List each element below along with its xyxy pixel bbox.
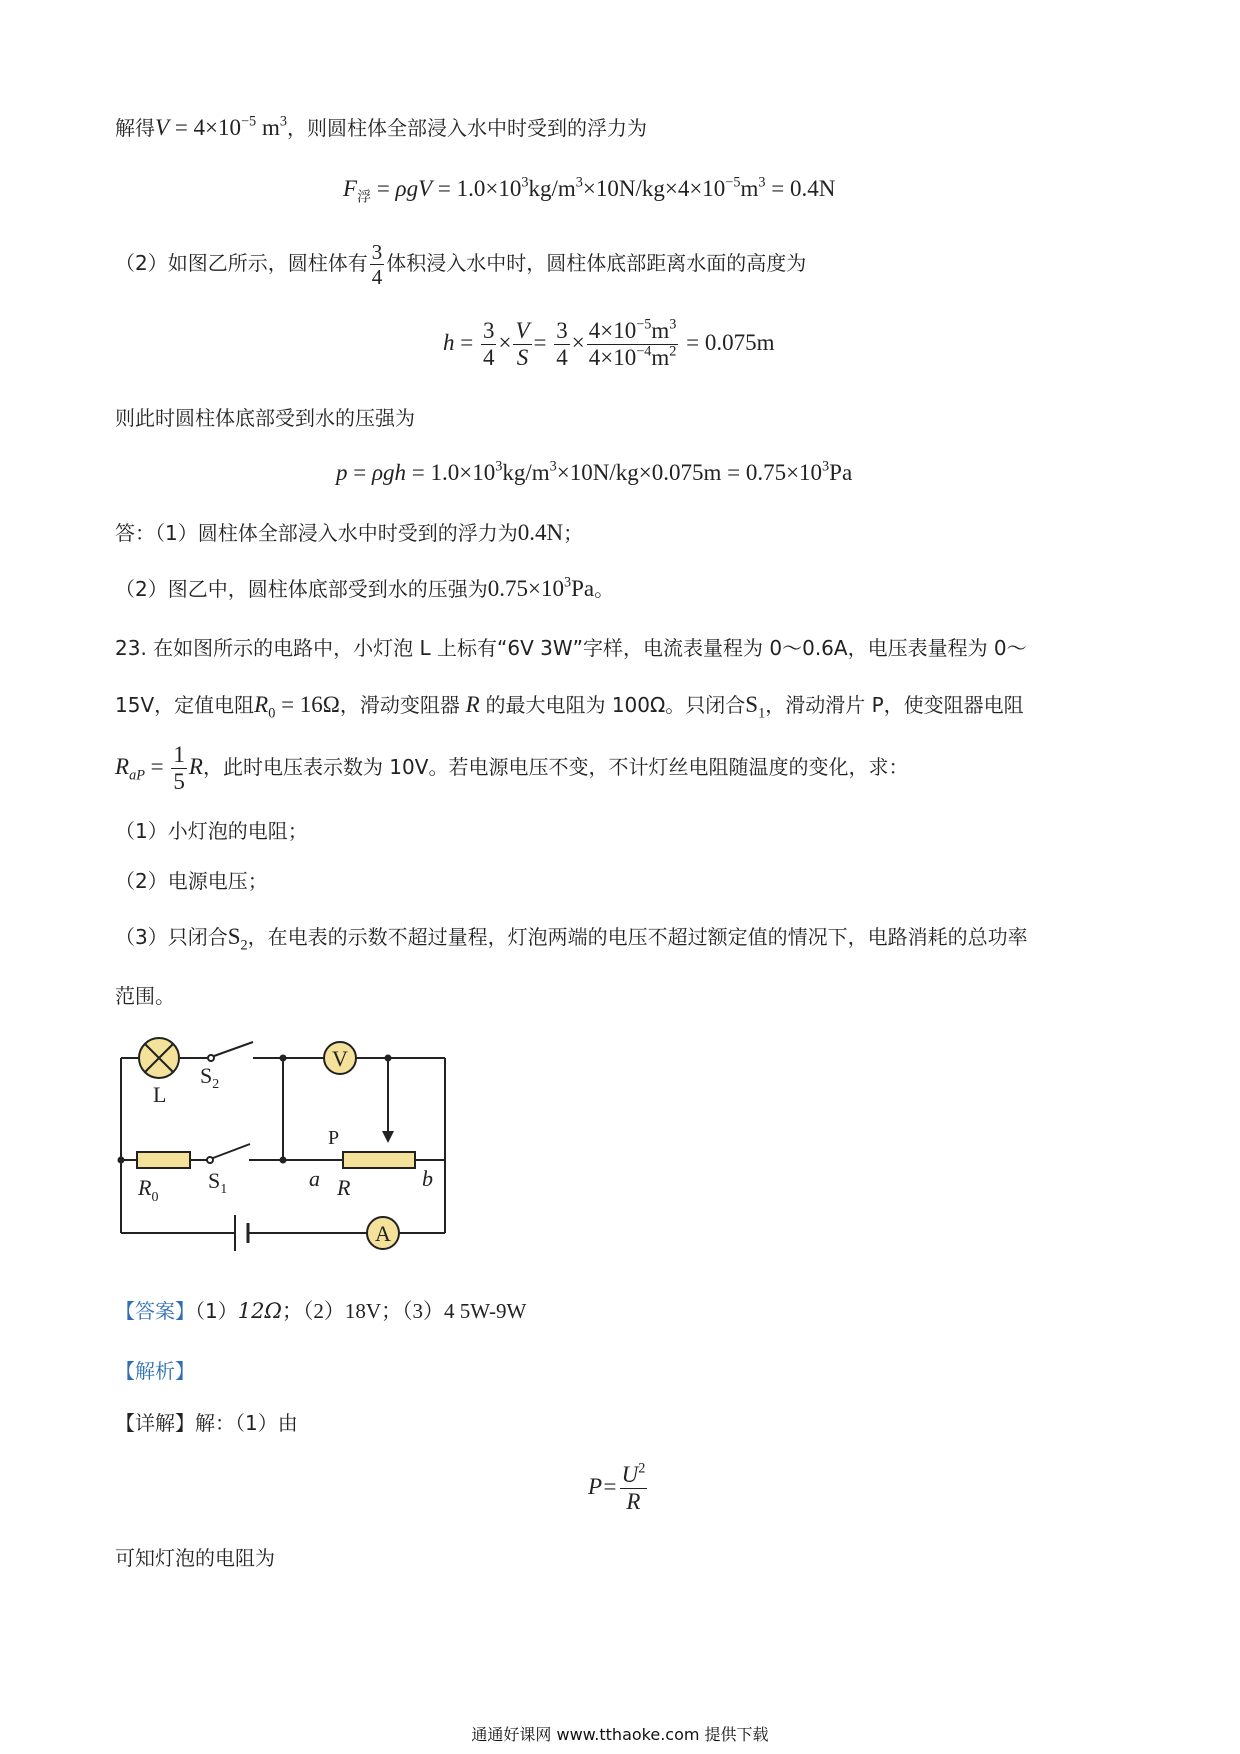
answer1-value: 0.4N [517, 520, 564, 545]
math-r0: $R_0 = 16\Omega$ [254, 692, 340, 722]
answer-line-1 [115, 517, 583, 546]
answer1-end: ； [563, 521, 584, 545]
part2-line [115, 240, 806, 289]
label-r0: $R_0$ [138, 1175, 159, 1205]
answer-post: ；（2）18V；（3）4 5W-9W [281, 1299, 527, 1323]
detail-tag: 【详解】 [115, 1411, 195, 1435]
label-lamp: L [153, 1082, 167, 1107]
text-solve: 解得 [115, 116, 155, 140]
answer2-end: 。 [594, 577, 615, 601]
slider-arrow-icon [382, 1131, 394, 1143]
solution-line-volume [115, 112, 647, 141]
text-part2-post: 体积浸入水中时，圆柱体底部距离水面的高度为 [386, 251, 807, 276]
answer-tag: 【答案】 [115, 1299, 195, 1323]
text-buoyancy-intro: ，则圆柱体全部浸入水中时受到的浮力为 [286, 116, 647, 140]
math-rap: $R_{aP}$ = $\frac{1}{5}$ R [115, 742, 203, 795]
formula-power: P= $\frac{U^2}{R}$ [588, 1460, 646, 1515]
q23-l2-b: ，滑动变阻器 [339, 693, 460, 717]
label-s1: $S_1$ [208, 1168, 228, 1197]
label-ammeter: A [375, 1221, 391, 1246]
q23-sub3 [115, 921, 1028, 954]
equation-buoyancy: $F_浮 = \rho gV = 1.0\times 10^3kg/m^3\times 10N/kg\times 4\times 10^{-5}m^3 = 0.4N$ [343, 174, 836, 206]
label-s2: $S_2$ [200, 1063, 220, 1092]
q23-l3-text: ，此时电压表示数为 10V。若电源电压不变，不计灯丝电阻随温度的变化，求： [202, 755, 909, 780]
answer-hand: 12Ω [237, 1299, 282, 1323]
answer1-text: 答：（1）圆柱体全部浸入水中时受到的浮力为 [115, 521, 518, 545]
text-part2-pre: （2）如图乙所示，圆柱体有 [115, 251, 368, 276]
label-b: b [422, 1166, 433, 1191]
text-pressure-intro: 则此时圆柱体底部受到水的压强为 [115, 406, 415, 430]
q23-line-2 [115, 689, 1024, 722]
power-lhs: P= [588, 1474, 618, 1500]
detail-text: 解：（1）由 [195, 1411, 298, 1435]
equation-height: h = $\frac{3}{4}$ × $\frac{V}{S}$ = $\frac{3}{4}$ × $\frac{4\times 10^{-5}m^3}{4\times 10^{-4}m^2}$ = 0.075m [443, 316, 775, 371]
q23-line-3 [115, 742, 908, 796]
math-volume: $V = 4\times 10^{-5}$ $m^3$ [155, 113, 287, 140]
q23-sub2: （2）电源电压； [115, 869, 268, 893]
label-a: a [309, 1166, 320, 1191]
answer-line [115, 1295, 526, 1325]
equation-pressure: $p = \rho gh = 1.0\times 10^3kg/m^3\times 10N/kg\times 0.075m = 0.75\times 10^3Pa$ [336, 458, 853, 485]
q23-sub3-cont: 范围。 [115, 984, 175, 1008]
answer-pre: （1） [195, 1299, 238, 1323]
analysis-tag: 【解析】 [115, 1359, 195, 1383]
text-lamp-resistance: 可知灯泡的电阻为 [115, 1546, 275, 1570]
math-s2: $S_2$ [227, 924, 248, 954]
answer-line-2 [115, 573, 614, 602]
height-result: = 0.075m [686, 330, 775, 356]
answer2-value: $0.75\times 10^3Pa$ [487, 574, 595, 601]
power-den: R [626, 1489, 641, 1515]
label-r: R [337, 1175, 351, 1200]
label-slider-p: P [328, 1127, 340, 1149]
q23-l2-d: ，滑动滑片 P，使变阻器电阻 [765, 693, 1024, 717]
q23-sub1: （1）小灯泡的电阻； [115, 819, 308, 843]
label-voltmeter: V [332, 1046, 348, 1071]
q23-sub3-a: （3）只闭合 [115, 925, 228, 949]
detail-line [115, 1407, 298, 1436]
subscript-float: 浮 [357, 189, 372, 206]
circuit-diagram [105, 1025, 465, 1265]
q23-l2-a: 15V，定值电阻 [115, 693, 255, 717]
q23-line-1: 23. 在如图所示的电路中，小灯泡 L 上标有“6V 3W”字样，电流表量程为 0～0.6A，电压表量程为 0～ [115, 636, 1027, 660]
q23-sub3-b: ，在电表的示数不超过量程，灯泡两端的电压不超过额定值的情况下，电路消耗的总功率 [247, 925, 1028, 949]
answer2-text: （2）图乙中，圆柱体底部受到水的压强为 [115, 577, 488, 601]
math-s1: $S_1$ [745, 692, 766, 722]
q23-l2-c: 的最大电阻为 100Ω。只闭合 [485, 693, 746, 717]
power-num: U [621, 1462, 639, 1487]
page-footer: 通通好课网 www.tthaoke.com 提供下载 [471, 1725, 769, 1744]
fraction-three-quarters: $\frac{3}{4}$ [371, 240, 383, 290]
math-r: R [459, 692, 486, 717]
